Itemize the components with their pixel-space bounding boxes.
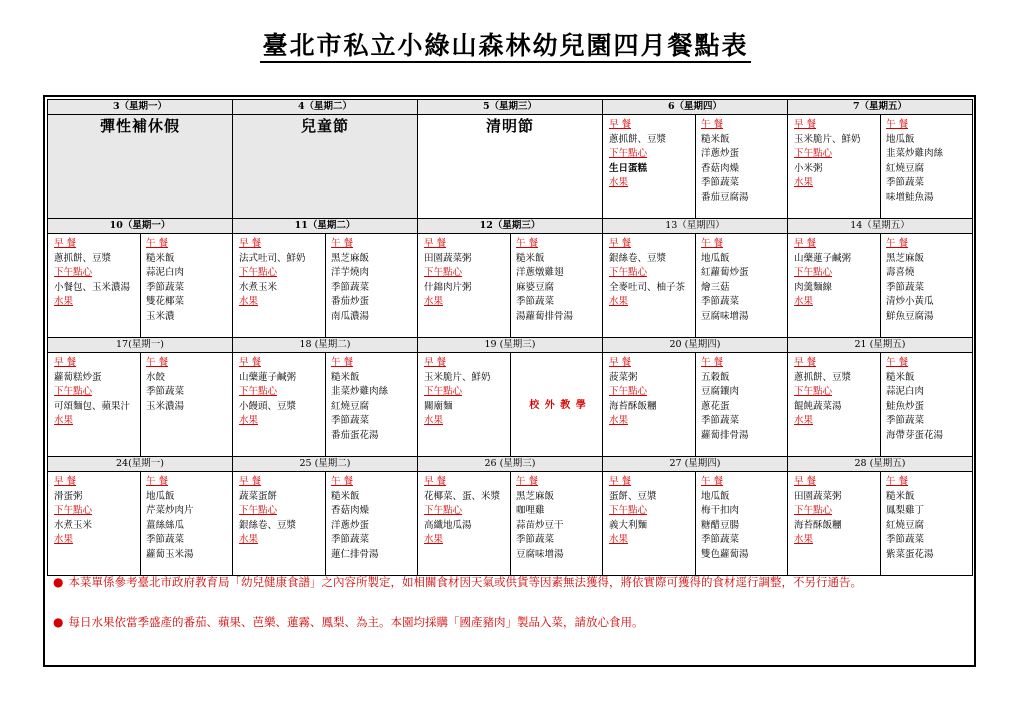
snack-label: 下午點心 xyxy=(54,505,93,516)
day-meal-cell xyxy=(418,234,603,338)
breakfast-label: 早 餐 xyxy=(239,476,262,487)
lunch-column xyxy=(140,472,232,575)
breakfast-snack-column xyxy=(48,353,140,456)
breakfast-item: 田園蔬菜粥 xyxy=(424,252,472,264)
lunch-item: 紅燒豆腐 xyxy=(331,400,370,412)
snack-item: 海苔酥飯糰 xyxy=(609,400,657,412)
day-header: 24(星期一) xyxy=(48,457,233,472)
lunch-item: 洋蔥炒蛋 xyxy=(331,519,370,531)
breakfast-snack-column xyxy=(418,472,510,575)
lunch-column xyxy=(325,472,417,575)
snack-label: 下午點心 xyxy=(609,386,648,397)
lunch-item: 季節蔬菜 xyxy=(331,534,370,545)
snack-label: 下午點心 xyxy=(424,386,463,397)
day-header: 17(星期一) xyxy=(48,338,233,353)
lunch-item: 黑芝麻飯 xyxy=(886,252,925,264)
lunch-item: 季節蔬菜 xyxy=(701,296,740,307)
breakfast-item: 蔥抓餅、豆漿 xyxy=(794,371,852,383)
fruit-label: 水果 xyxy=(239,296,259,307)
breakfast-label: 早 餐 xyxy=(794,476,817,487)
fruit-label: 水果 xyxy=(424,296,444,307)
lunch-item: 海帶芽蛋花湯 xyxy=(886,429,944,441)
lunch-item: 季節蔬菜 xyxy=(516,296,555,307)
holiday-cell: 清明節 xyxy=(418,115,603,219)
breakfast-label: 早 餐 xyxy=(794,238,817,249)
snack-label: 下午點心 xyxy=(609,505,648,516)
breakfast-item: 菠菜粥 xyxy=(609,371,638,383)
lunch-item: 蒜苗炒豆干 xyxy=(516,519,564,531)
breakfast-label: 早 餐 xyxy=(54,357,77,368)
lunch-label: 午 餐 xyxy=(516,476,539,487)
lunch-item: 季節蔬菜 xyxy=(886,281,925,293)
breakfast-label: 早 餐 xyxy=(54,238,77,249)
lunch-item: 湯蘿蔔排骨湯 xyxy=(516,310,574,322)
lunch-column xyxy=(140,234,232,337)
breakfast-label: 早 餐 xyxy=(424,357,447,368)
fruit-label: 水果 xyxy=(609,534,629,545)
lunch-item: 梅干扣肉 xyxy=(701,505,740,516)
day-meal-cell xyxy=(233,472,418,576)
day-meal-cell xyxy=(788,234,973,338)
lunch-item: 燴三菇 xyxy=(701,281,730,293)
lunch-item: 季節蔬菜 xyxy=(886,177,925,188)
lunch-item: 紅燒豆腐 xyxy=(886,519,925,531)
fruit-label: 水果 xyxy=(54,296,74,307)
week-meal-row xyxy=(48,472,973,576)
lunch-column xyxy=(695,234,787,337)
breakfast-snack-column xyxy=(603,353,695,456)
breakfast-item: 蘿蔔糕炒蛋 xyxy=(54,371,102,383)
fruit-label: 水果 xyxy=(794,415,814,426)
lunch-item: 蘿蔔排骨湯 xyxy=(701,429,749,441)
breakfast-label: 早 餐 xyxy=(609,357,632,368)
week-header-row xyxy=(48,457,973,472)
lunch-label: 午 餐 xyxy=(886,476,909,487)
day-meal-cell xyxy=(48,472,233,576)
fruit-label: 水果 xyxy=(609,415,629,426)
holiday-cell: 兒童節 xyxy=(233,115,418,219)
snack-label: 下午點心 xyxy=(54,267,93,278)
snack-item: 水煮玉米 xyxy=(239,281,278,293)
lunch-item: 薑絲絲瓜 xyxy=(146,519,185,531)
snack-item: 關廟麵 xyxy=(424,400,453,412)
lunch-item: 蒜泥白肉 xyxy=(146,267,185,278)
breakfast-label: 早 餐 xyxy=(794,357,817,368)
lunch-item: 咖哩雞 xyxy=(516,505,545,516)
lunch-item: 韭菜炒雞肉絲 xyxy=(331,386,389,397)
week-header-row xyxy=(48,338,973,353)
snack-item: 什錦肉片粥 xyxy=(424,281,472,293)
lunch-item: 糖醋豆腸 xyxy=(701,519,740,531)
day-meal-cell xyxy=(48,234,233,338)
breakfast-item: 玉米脆片、鮮奶 xyxy=(424,371,491,383)
day-header: 18 (星期二) xyxy=(233,338,418,353)
lunch-column xyxy=(880,353,972,456)
lunch-item: 鮭魚炒蛋 xyxy=(886,400,925,412)
snack-item: 肉羹麵線 xyxy=(794,281,833,293)
day-header: 19 (星期三) xyxy=(418,338,603,353)
snack-label: 下午點心 xyxy=(54,386,93,397)
lunch-item: 蘿蔔玉米湯 xyxy=(146,548,194,560)
fruit-label: 水果 xyxy=(794,296,814,307)
snack-item: 小米粥 xyxy=(794,162,823,174)
fruit-label: 水果 xyxy=(239,534,259,545)
lunch-item: 洋芋燒肉 xyxy=(331,267,370,278)
day-header: 6（星期四） xyxy=(603,100,788,115)
lunch-label: 午 餐 xyxy=(701,238,724,249)
lunch-item: 季節蔬菜 xyxy=(146,281,185,293)
breakfast-item: 田園蔬菜粥 xyxy=(794,490,842,502)
lunch-item: 雙花椰菜 xyxy=(146,296,185,307)
breakfast-item: 蔥抓餅、豆漿 xyxy=(54,252,112,264)
breakfast-item: 玉米脆片、鮮奶 xyxy=(794,133,861,145)
day-meal-cell xyxy=(233,353,418,457)
lunch-item: 糙米飯 xyxy=(331,490,360,502)
breakfast-label: 早 餐 xyxy=(54,476,77,487)
breakfast-label: 早 餐 xyxy=(609,238,632,249)
week-header-row xyxy=(48,219,973,234)
day-meal-cell xyxy=(788,353,973,457)
lunch-item: 地瓜飯 xyxy=(701,490,730,502)
breakfast-item: 法式吐司、鮮奶 xyxy=(239,252,306,264)
lunch-label: 午 餐 xyxy=(886,238,909,249)
snack-item: 義大利麵 xyxy=(609,519,648,531)
breakfast-label: 早 餐 xyxy=(239,357,262,368)
snack-label: 下午點心 xyxy=(609,148,648,159)
lunch-item: 糙米飯 xyxy=(701,133,730,145)
lunch-label: 午 餐 xyxy=(146,357,169,368)
lunch-item: 紅蘿蔔炒蛋 xyxy=(701,267,749,278)
snack-item: 海苔酥飯糰 xyxy=(794,519,842,531)
day-header: 12（星期三） xyxy=(418,219,603,234)
fruit-label: 水果 xyxy=(609,177,629,188)
lunch-label: 午 餐 xyxy=(146,476,169,487)
menu-frame xyxy=(43,95,976,667)
day-meal-cell xyxy=(603,472,788,576)
day-header: 14（星期五） xyxy=(788,219,973,234)
day-meal-cell xyxy=(418,472,603,576)
lunch-item: 地瓜飯 xyxy=(146,490,175,502)
day-header: 21 (星期五) xyxy=(788,338,973,353)
lunch-item: 南瓜濃湯 xyxy=(331,310,370,322)
note-1: ● 本菜單係參考臺北市政府教育局「幼兒健康食譜」之內容所製定，如相關食材因天氣或供貨等因素無法獲得，將依實際可獲得的食材逕行調整，不另行通告。 xyxy=(53,575,862,589)
breakfast-snack-column xyxy=(418,234,510,337)
breakfast-label: 早 餐 xyxy=(609,476,632,487)
day-header: 20 (星期四) xyxy=(603,338,788,353)
fruit-label: 水果 xyxy=(54,534,74,545)
snack-item: 小餐包、玉米濃湯 xyxy=(54,281,131,293)
breakfast-snack-column xyxy=(788,353,880,456)
lunch-item: 味增鮭魚湯 xyxy=(886,191,934,203)
lunch-item: 番茄豆腐湯 xyxy=(701,191,749,203)
breakfast-snack-column xyxy=(603,115,695,218)
breakfast-snack-column xyxy=(233,234,325,337)
lunch-column xyxy=(510,234,602,337)
lunch-item: 雙色蘿蔔湯 xyxy=(701,548,749,560)
day-header: 13（星期四） xyxy=(603,219,788,234)
lunch-item: 地瓜飯 xyxy=(886,133,915,145)
day-header: 5（星期三） xyxy=(418,100,603,115)
snack-label: 下午點心 xyxy=(239,267,278,278)
lunch-item: 芹菜炒肉片 xyxy=(146,505,194,516)
lunch-item: 五穀飯 xyxy=(701,371,730,383)
notes-section xyxy=(47,575,972,664)
lunch-label: 午 餐 xyxy=(886,357,909,368)
lunch-label: 午 餐 xyxy=(331,476,354,487)
note-2: ● 每日水果依當季盛產的番茄、蘋果、芭樂、蓮霧、鳳梨、為主。本園均採購「國產豬肉」製品入菜，請放心食用。 xyxy=(53,615,644,629)
breakfast-label: 早 餐 xyxy=(609,119,632,130)
lunch-item: 壽喜燒 xyxy=(886,267,915,278)
lunch-item: 番茄炒蛋 xyxy=(331,296,370,307)
lunch-label: 午 餐 xyxy=(146,238,169,249)
lunch-item: 鮮魚豆腐湯 xyxy=(886,310,934,322)
snack-item: 餛飩蔬菜湯 xyxy=(794,400,842,412)
breakfast-snack-column xyxy=(788,472,880,575)
lunch-label: 午 餐 xyxy=(701,476,724,487)
lunch-item: 季節蔬菜 xyxy=(146,534,185,545)
day-meal-cell xyxy=(48,353,233,457)
lunch-label: 午 餐 xyxy=(886,119,909,130)
lunch-item: 季節蔬菜 xyxy=(331,415,370,426)
snack-item: 可頌麵包、蘋果汁 xyxy=(54,400,131,412)
day-header: 25 (星期二) xyxy=(233,457,418,472)
fruit-label: 水果 xyxy=(239,415,259,426)
lunch-item: 糙米飯 xyxy=(886,371,915,383)
lunch-column xyxy=(880,115,972,218)
lunch-item: 季節蔬菜 xyxy=(886,415,925,426)
bullet-icon: ● xyxy=(53,615,64,629)
breakfast-snack-column xyxy=(48,472,140,575)
breakfast-snack-column xyxy=(233,353,325,456)
snack-item: 生日蛋糕 xyxy=(609,162,648,174)
field-trip-label: 校 外 教 學 xyxy=(510,353,602,456)
breakfast-snack-column xyxy=(603,472,695,575)
breakfast-snack-column xyxy=(233,472,325,575)
lunch-column xyxy=(695,472,787,575)
day-meal-cell xyxy=(603,115,788,219)
lunch-item: 季節蔬菜 xyxy=(886,534,925,545)
snack-label: 下午點心 xyxy=(609,267,648,278)
day-header: 26 (星期三) xyxy=(418,457,603,472)
lunch-item: 豆腐味增湯 xyxy=(701,310,749,322)
lunch-item: 季節蔬菜 xyxy=(516,534,555,545)
day-header: 3（星期一） xyxy=(48,100,233,115)
lunch-item: 麻婆豆腐 xyxy=(516,281,555,293)
lunch-item: 洋蔥燉雞翅 xyxy=(516,267,564,278)
breakfast-snack-column xyxy=(603,234,695,337)
breakfast-label: 早 餐 xyxy=(424,238,447,249)
breakfast-snack-column xyxy=(788,115,880,218)
snack-item: 銀絲卷、豆漿 xyxy=(239,519,297,531)
lunch-column xyxy=(695,115,787,218)
snack-label: 下午點心 xyxy=(794,505,833,516)
day-meal-cell xyxy=(603,353,788,457)
week-meal-row xyxy=(48,115,973,219)
snack-label: 下午點心 xyxy=(794,267,833,278)
lunch-column xyxy=(325,353,417,456)
holiday-cell: 彈性補休假 xyxy=(48,115,233,219)
lunch-item: 季節蔬菜 xyxy=(331,281,370,293)
lunch-label: 午 餐 xyxy=(701,119,724,130)
fruit-label: 水果 xyxy=(794,534,814,545)
day-header: 27 (星期四) xyxy=(603,457,788,472)
page-title: 臺北市私立小綠山森林幼兒園四月餐點表 xyxy=(0,26,1011,62)
lunch-column xyxy=(140,353,232,456)
breakfast-item: 花椰菜、蛋、米漿 xyxy=(424,490,501,502)
fruit-label: 水果 xyxy=(794,177,814,188)
snack-label: 下午點心 xyxy=(424,505,463,516)
lunch-item: 紫菜蛋花湯 xyxy=(886,548,934,560)
fruit-label: 水果 xyxy=(424,415,444,426)
snack-label: 下午點心 xyxy=(794,386,833,397)
snack-item: 小饅頭、豆漿 xyxy=(239,400,297,412)
lunch-item: 季節蔬菜 xyxy=(701,415,740,426)
snack-label: 下午點心 xyxy=(424,267,463,278)
snack-label: 下午點心 xyxy=(794,148,833,159)
lunch-item: 豆腐味增湯 xyxy=(516,548,564,560)
menu-table xyxy=(47,99,973,576)
lunch-label: 午 餐 xyxy=(701,357,724,368)
bullet-icon: ● xyxy=(53,575,64,589)
snack-label: 下午點心 xyxy=(239,386,278,397)
lunch-column xyxy=(325,234,417,337)
lunch-column xyxy=(695,353,787,456)
lunch-item: 洋蔥炒蛋 xyxy=(701,148,740,159)
breakfast-label: 早 餐 xyxy=(794,119,817,130)
lunch-item: 水餃 xyxy=(146,371,166,383)
lunch-item: 季節蔬菜 xyxy=(146,386,185,397)
lunch-item: 蒜泥白肉 xyxy=(886,386,925,397)
breakfast-item: 銀絲卷、豆漿 xyxy=(609,252,667,264)
lunch-item: 番茄蛋花湯 xyxy=(331,429,379,441)
day-header: 28 (星期五) xyxy=(788,457,973,472)
breakfast-snack-column xyxy=(48,234,140,337)
lunch-item: 季節蔬菜 xyxy=(701,177,740,188)
lunch-label: 午 餐 xyxy=(516,238,539,249)
lunch-item: 香菇肉燥 xyxy=(701,162,740,174)
lunch-item: 糙米飯 xyxy=(516,252,545,264)
fruit-label: 水果 xyxy=(54,415,74,426)
lunch-item: 香菇肉燥 xyxy=(331,505,370,516)
day-meal-cell xyxy=(418,353,603,457)
day-header: 10（星期一） xyxy=(48,219,233,234)
lunch-item: 糙米飯 xyxy=(146,252,175,264)
lunch-item: 清炒小黃瓜 xyxy=(886,296,934,307)
lunch-item: 糙米飯 xyxy=(886,490,915,502)
day-meal-cell xyxy=(788,472,973,576)
lunch-item: 黑芝麻飯 xyxy=(331,252,370,264)
day-header: 11（星期二） xyxy=(233,219,418,234)
lunch-item: 黑芝麻飯 xyxy=(516,490,555,502)
lunch-label: 午 餐 xyxy=(331,238,354,249)
breakfast-item: 山藥蓮子鹹粥 xyxy=(794,252,852,264)
day-meal-cell xyxy=(788,115,973,219)
lunch-item: 豆腐鑲肉 xyxy=(701,386,740,397)
week-meal-row xyxy=(48,234,973,338)
snack-item: 全麥吐司、柚子茶 xyxy=(609,281,686,293)
lunch-label: 午 餐 xyxy=(331,357,354,368)
snack-item: 水煮玉米 xyxy=(54,519,93,531)
day-header: 7（星期五） xyxy=(788,100,973,115)
lunch-item: 玉米濃 xyxy=(146,310,175,322)
lunch-column xyxy=(880,472,972,575)
lunch-item: 韭菜炒雞肉絲 xyxy=(886,148,944,159)
day-header: 4（星期二） xyxy=(233,100,418,115)
day-meal-cell xyxy=(233,234,418,338)
lunch-item: 糙米飯 xyxy=(331,371,360,383)
lunch-item: 鳳梨雞丁 xyxy=(886,505,925,516)
breakfast-snack-column xyxy=(788,234,880,337)
snack-label: 下午點心 xyxy=(239,505,278,516)
breakfast-item: 蔬菜蛋餅 xyxy=(239,490,278,502)
week-meal-row xyxy=(48,353,973,457)
breakfast-item: 蔥抓餅、豆漿 xyxy=(609,133,667,145)
lunch-column xyxy=(880,234,972,337)
lunch-item: 紅燒豆腐 xyxy=(886,162,925,174)
lunch-item: 季節蔬菜 xyxy=(701,534,740,545)
breakfast-item: 蛋餅、豆漿 xyxy=(609,490,657,502)
breakfast-item: 滑蛋粥 xyxy=(54,490,83,502)
breakfast-label: 早 餐 xyxy=(239,238,262,249)
lunch-item: 地瓜飯 xyxy=(701,252,730,264)
week-header-row xyxy=(48,100,973,115)
snack-item: 高纖地瓜湯 xyxy=(424,519,472,531)
breakfast-snack-column xyxy=(418,353,510,456)
breakfast-label: 早 餐 xyxy=(424,476,447,487)
lunch-item: 玉米濃湯 xyxy=(146,400,185,412)
lunch-column xyxy=(510,472,602,575)
lunch-item: 蔥花蛋 xyxy=(701,400,730,412)
day-meal-cell xyxy=(603,234,788,338)
fruit-label: 水果 xyxy=(609,296,629,307)
breakfast-item: 山藥蓮子鹹粥 xyxy=(239,371,297,383)
fruit-label: 水果 xyxy=(424,534,444,545)
lunch-item: 蓮仁排骨湯 xyxy=(331,548,379,560)
